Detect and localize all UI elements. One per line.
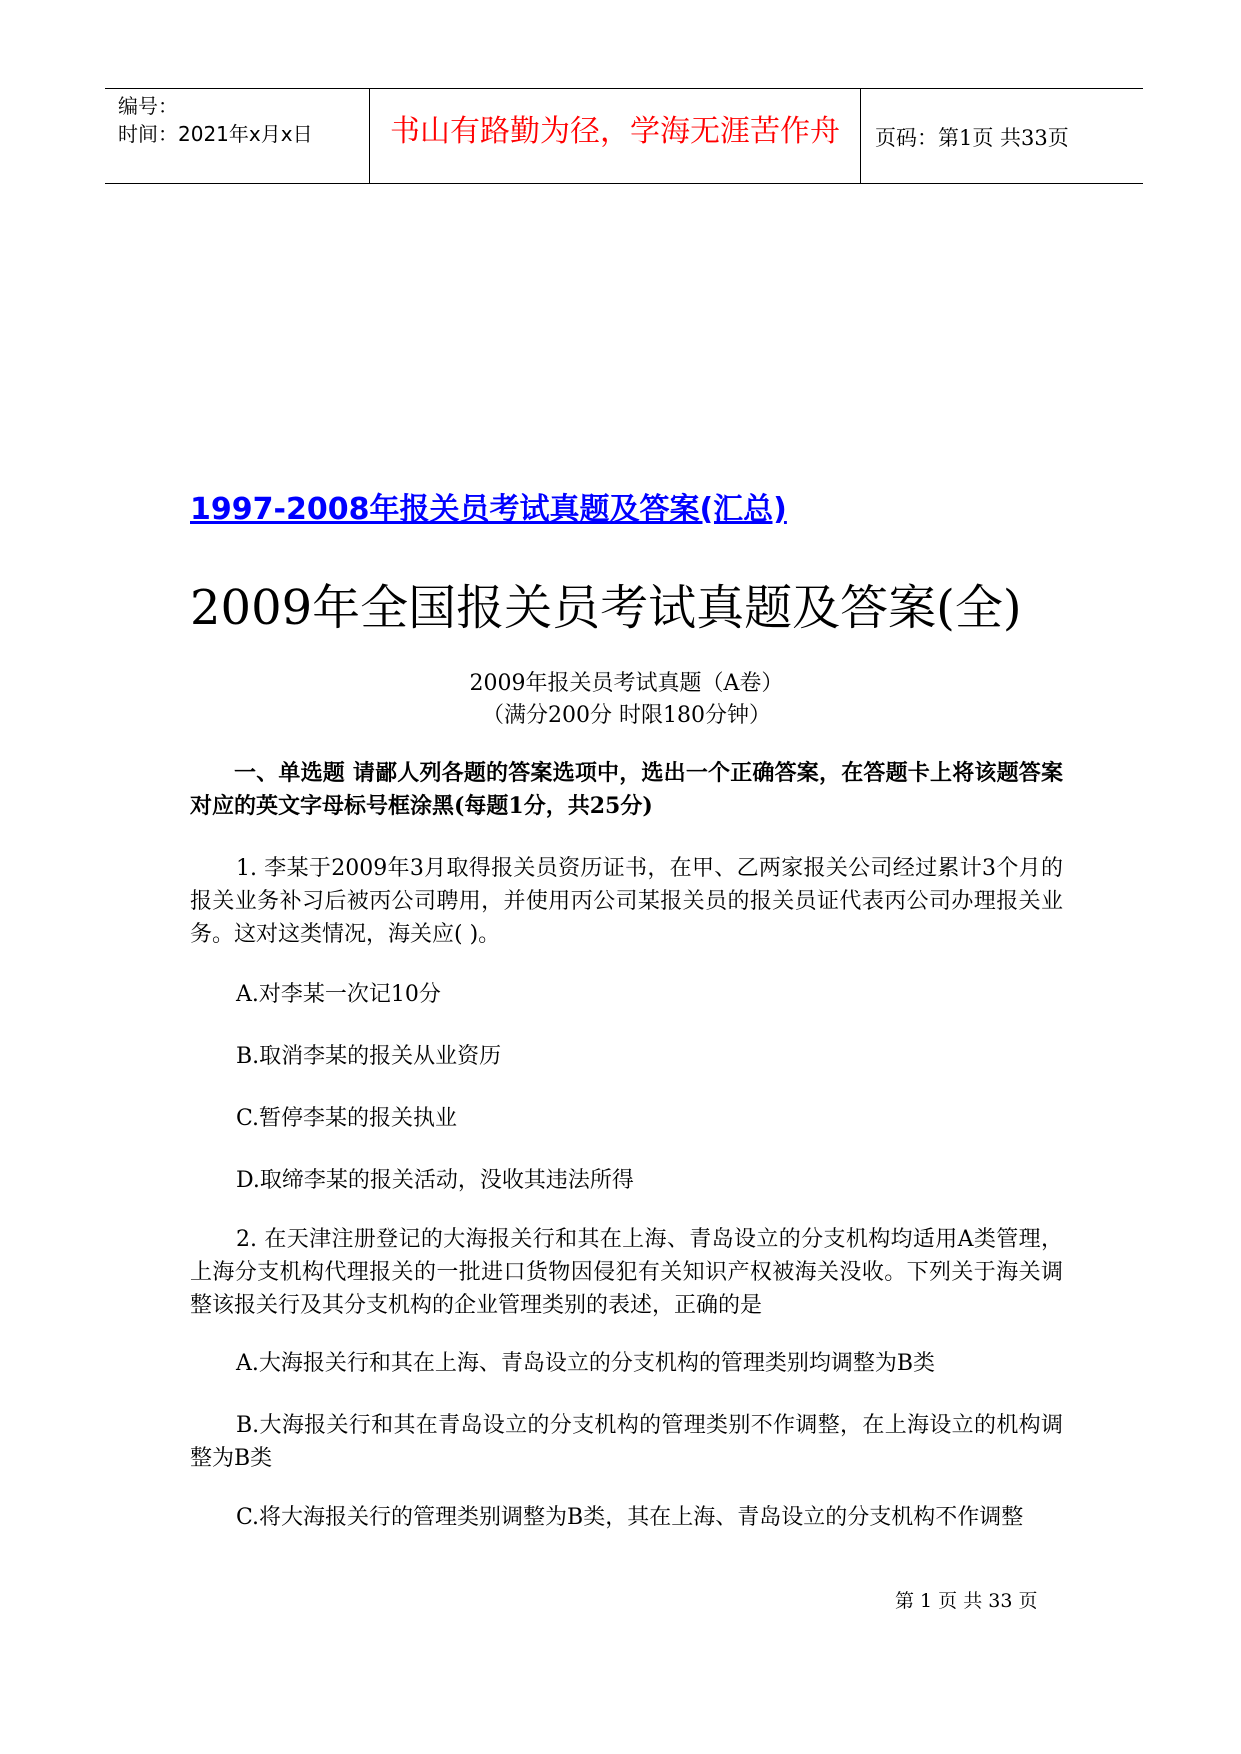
question-1-option-c: C.暂停李某的报关执业: [236, 1106, 458, 1131]
question-1-option-b: B.取消李某的报关从业资历: [236, 1044, 502, 1069]
header-bottom-rule: [105, 183, 1143, 184]
question-1-option-d: D.取缔李某的报关活动，没收其违法所得: [236, 1168, 634, 1193]
header-divider-right: [860, 88, 861, 183]
question-2-option-c: C.将大海报关行的管理类别调整为B类，其在上海、青岛设立的分支机构不作调整: [236, 1505, 1024, 1530]
exam-subtitle: 2009年报关员考试真题（A卷）: [469, 671, 784, 696]
question-2-option-a: A.大海报关行和其在上海、青岛设立的分支机构的管理类别均调整为B类: [236, 1351, 936, 1376]
collection-link[interactable]: 1997-2008年报关员考试真题及答案(汇总): [190, 492, 787, 527]
header-page-info: 页码：第1页 共33页: [875, 126, 1069, 150]
header-motto: 书山有路勤为径，学海无涯苦作舟: [390, 114, 840, 149]
question-2-option-b: B.大海报关行和其在青岛设立的分支机构的管理类别不作调整，在上海设立的机构调整为B类: [190, 1413, 1063, 1471]
question-1-text: 1. 李某于2009年3月取得报关员资历证书，在甲、乙两家报关公司经过累计3个月的报关业务补习后被丙公司聘用，并使用丙公司某报关员的报关员证代表丙公司办理报关业务。这对这类情况，海关应( )。: [190, 856, 1063, 947]
question-2-text: 2. 在天津注册登记的大海报关行和其在上海、青岛设立的分支机构均适用A类管理，上海分支机构代理报关的一批进口货物因侵犯有关知识产权被海关没收。下列关于海关调整该报关行及其分支机构的企业管理类别的表述，正确的是: [190, 1227, 1063, 1318]
header-top-rule: [105, 88, 1143, 89]
document-number-label: 编号：: [118, 94, 178, 118]
footer-page-info: 第 1 页 共 33 页: [895, 1590, 1038, 1612]
section-heading: 一、单选题 请鄙人列各题的答案选项中，选出一个正确答案，在答题卡上将该题答案对应的英文字母标号框涂黑(每题1分，共25分): [190, 760, 1063, 819]
question-1-option-a: A.对李某一次记10分: [236, 982, 441, 1007]
document-time-label: 时间：2021年x月x日: [118, 122, 313, 146]
exam-score-note: （满分200分 时限180分钟）: [482, 703, 771, 728]
document-title: 2009年全国报关员考试真题及答案(全): [190, 580, 1022, 636]
